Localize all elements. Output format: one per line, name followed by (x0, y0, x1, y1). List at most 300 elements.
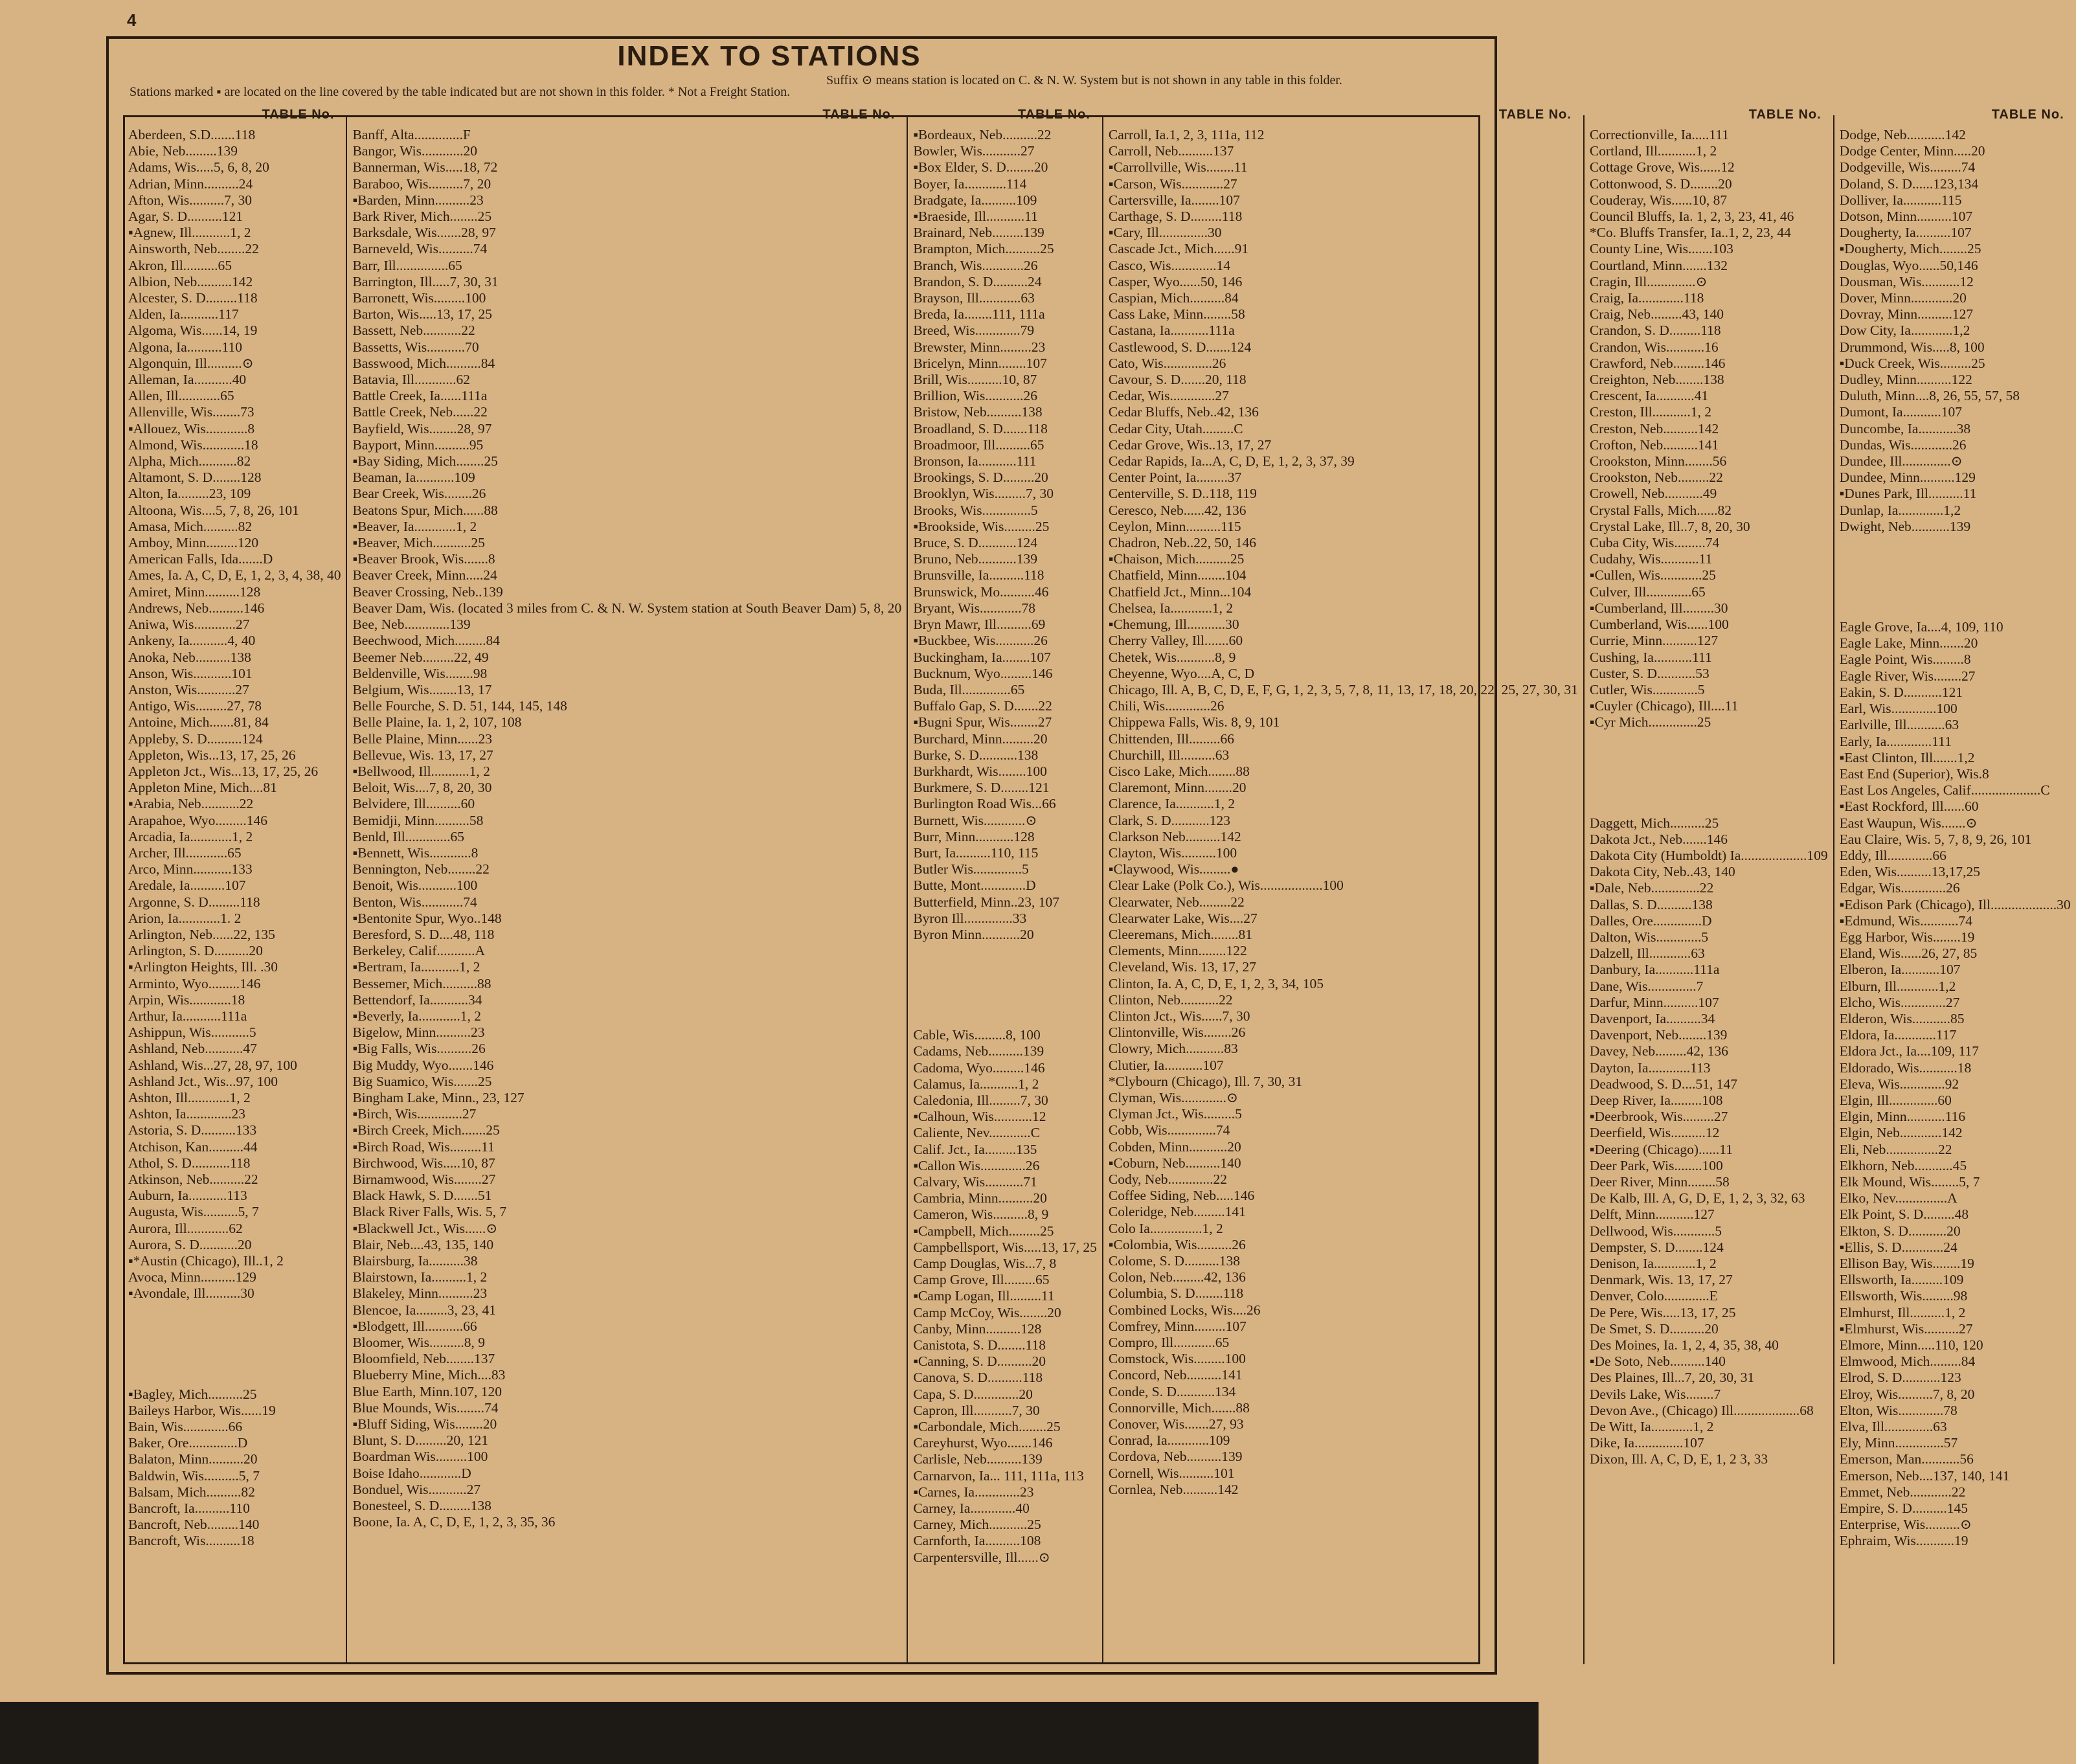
station-entry: Bancroft, Ia..........110 (128, 1500, 250, 1517)
station-entry: Eagle Grove, Ia....4, 109, 110 (1839, 619, 2003, 635)
station-entry: ▪Callon Wis.............26 (913, 1157, 1040, 1173)
station-entry: Davenport, Ia..........34 (1589, 1010, 1715, 1026)
station-entry: Ellsworth, Ia.........109 (1839, 1272, 1964, 1288)
station-entry: Dundee, Ill..............⊙ (1839, 453, 1963, 469)
station-entry: De Witt, Ia............1, 2 (1589, 1419, 1714, 1435)
station-entry: Chatfield Jct., Minn...104 (1108, 583, 1252, 600)
station-entry: Bancroft, Wis..........18 (128, 1533, 254, 1549)
station-entry: Balaton, Minn..........20 (128, 1451, 258, 1467)
station-entry: Comstock, Wis.........100 (1108, 1351, 1246, 1367)
station-entry: Clintonville, Wis........26 (1108, 1024, 1246, 1041)
station-entry: Brooklyn, Wis.........7, 30 (913, 486, 1054, 502)
station-entry: Bettendorf, Ia...........34 (352, 991, 482, 1008)
station-entry: Batavia, Ill............62 (352, 372, 470, 388)
station-entry: Bonduel, Wis...........27 (352, 1481, 481, 1497)
station-entry: Barrington, Ill.....7, 30, 31 (352, 273, 499, 289)
station-entry: Buffalo Gap, S. D.......22 (913, 698, 1052, 714)
station-entry: Atkinson, Neb..........22 (128, 1171, 258, 1187)
station-entry: Brooks, Wis..............5 (913, 502, 1038, 518)
station-entry: Dotson, Minn..........107 (1839, 209, 1973, 225)
station-entry: Chicago, Ill. A, B, C, D, E, F, G, 1, 2, 3, 5, 7, 8, 11, 13, 17, 18, 20, 22, 25, 27, 30, 31 (1108, 681, 1578, 697)
station-entry: Allenville, Wis........73 (128, 404, 254, 420)
station-entry: Brillion, Wis...........26 (913, 388, 1037, 404)
station-entry: Brookings, S. D.........20 (913, 469, 1048, 486)
station-entry: Enterprise, Wis..........⊙ (1839, 1517, 1972, 1533)
station-entry: Claremont, Minn........20 (1108, 780, 1247, 796)
station-entry: ▪Carbondale, Mich........25 (913, 1419, 1061, 1435)
station-entry: ▪Claywood, Wis.........● (1108, 861, 1239, 877)
station-entry: Arpin, Wis............18 (128, 991, 245, 1008)
station-entry: Conover, Wis.......27, 93 (1108, 1416, 1244, 1432)
station-entry: Creighton, Neb........138 (1589, 372, 1724, 388)
station-entry: Clowry, Mich...........83 (1108, 1041, 1238, 1057)
station-entry: Blue Earth, Minn.107, 120 (352, 1383, 502, 1399)
station-entry: ▪Canning, S. D..........20 (913, 1353, 1046, 1370)
station-entry: Culver, Ill.............65 (1589, 583, 1706, 600)
station-entry: Benoit, Wis...........100 (352, 877, 478, 894)
station-entry: Carnforth, Ia..........108 (913, 1533, 1041, 1549)
station-entry: *Clybourn (Chicago), Ill. 7, 30, 31 (1108, 1073, 1303, 1089)
station-entry: Crofton, Neb..........141 (1589, 436, 1719, 453)
station-entry: Camp Douglas, Wis...7, 8 (913, 1256, 1057, 1271)
station-entry: Colo Ia...............1, 2 (1108, 1220, 1223, 1236)
station-entry: Carpentersville, Ill......⊙ (913, 1549, 1050, 1565)
station-entry: ▪Cyr Mich..............25 (1589, 714, 1711, 730)
station-entry: Comfrey, Minn.........107 (1108, 1318, 1247, 1334)
station-entry: Cutler, Wis.............5 (1589, 681, 1705, 697)
station-entry: Creston, Ill...........1, 2 (1589, 404, 1711, 420)
station-entry: Belle Plaine, Ia. 1, 2, 107, 108 (352, 714, 522, 730)
station-entry: Centerville, S. D..118, 119 (1108, 486, 1257, 502)
station-entry: Beaver Dam, Wis. (located 3 miles from C. & N. W. System station at South Beaver Dam) 5, 8, 20 (352, 600, 902, 616)
column-header: TABLE No. (262, 107, 335, 122)
station-entry: Chippewa Falls, Wis. 8, 9, 101 (1108, 714, 1280, 730)
station-entry: Arminto, Wyo.........146 (128, 975, 261, 991)
station-entry: Almond, Wis............18 (128, 436, 258, 453)
station-entry: Beaver Crossing, Neb..139 (352, 583, 503, 600)
station-entry: Banff, Alta..............F (352, 127, 471, 142)
station-entry: Dumont, Ia...........107 (1839, 404, 1962, 420)
station-entry: Battle Creek, Ia......111a (352, 388, 488, 404)
station-entry: Big Suamico, Wis.......25 (352, 1073, 492, 1089)
station-entry: ▪Beaver, Mich...........25 (352, 535, 485, 551)
station-entry: ▪Box Elder, S. D........20 (913, 159, 1048, 175)
station-entry: Davenport, Neb........139 (1589, 1027, 1728, 1043)
station-entry: Early, Ia.............111 (1839, 733, 1952, 749)
station-entry: Altoona, Wis....5, 7, 8, 26, 101 (128, 502, 299, 518)
station-entry: Cornell, Wis..........101 (1108, 1465, 1235, 1481)
station-entry: Dodge, Neb...........142 (1839, 127, 1966, 142)
station-entry: Ashton, Ia.............23 (128, 1106, 245, 1122)
station-entry: Churchill, Ill..........63 (1108, 747, 1230, 763)
station-entry: Bloomer, Wis..........8, 9 (352, 1335, 485, 1351)
station-entry: ▪Big Falls, Wis..........26 (352, 1041, 486, 1057)
station-entry: Adrian, Minn..........24 (128, 175, 253, 192)
station-entry: ▪Colombia, Wis..........26 (1108, 1236, 1246, 1252)
station-entry: Elk Point, S. D.........48 (1839, 1206, 1969, 1223)
station-entry: Dudley, Minn..........122 (1839, 372, 1972, 388)
station-entry: Clinton, Neb...........22 (1108, 991, 1233, 1008)
station-entry: ▪De Soto, Neb..........140 (1589, 1353, 1726, 1370)
station-entry: Bryant, Wis............78 (913, 600, 1035, 616)
station-entry: Crandon, S. D.........118 (1589, 322, 1721, 339)
station-entry: ▪Deering (Chicago)......11 (1589, 1141, 1733, 1157)
station-entry: Barksdale, Wis.......28, 97 (352, 225, 496, 241)
station-entry: Castana, Ia...........111a (1108, 322, 1235, 339)
station-entry: Dougherty, Ia..........107 (1839, 225, 1972, 241)
station-entry: Birnamwood, Wis........27 (352, 1171, 496, 1187)
station-entry: ▪Arabia, Neb...........22 (128, 796, 254, 812)
station-list (1590, 127, 1828, 1468)
station-entry: Bruno, Neb...........139 (913, 551, 1038, 567)
station-entry: Elrod, S. D...........123 (1839, 1370, 1961, 1386)
station-entry: ▪Blackwell Jct., Wis......⊙ (352, 1220, 498, 1236)
station-entry: Bigelow, Minn..........23 (352, 1024, 485, 1041)
station-entry: Cordova, Neb..........139 (1108, 1449, 1243, 1465)
station-entry: Cedar City, Utah.........C (1108, 420, 1243, 436)
station-entry: Avoca, Minn..........129 (128, 1269, 256, 1285)
station-entry: Brunswick, Mo..........46 (913, 583, 1049, 600)
station-entry: East Waupun, Wis.......⊙ (1839, 815, 1978, 831)
station-entry: Dixon, Ill. A, C, D, E, 1, 2 3, 33 (1589, 1451, 1768, 1467)
station-entry: Cobb, Wis..............74 (1108, 1122, 1230, 1138)
station-entry: Cameron, Wis..........8, 9 (913, 1206, 1049, 1223)
station-entry: Caspian, Mich..........84 (1108, 290, 1239, 306)
station-entry: ▪Avondale, Ill..........30 (128, 1285, 254, 1302)
station-entry: Cadoma, Wyo.........146 (913, 1059, 1045, 1076)
station-entry: ▪Camp Logan, Ill.........11 (913, 1288, 1055, 1304)
station-entry: Broadland, S. D.......118 (913, 420, 1048, 436)
station-entry: Dunlap, Ia.............1,2 (1839, 502, 1961, 518)
station-entry: Camp McCoy, Wis........20 (913, 1304, 1061, 1320)
station-entry: Bowler, Wis...........27 (913, 143, 1035, 159)
station-entry: De Smet, S. D..........20 (1589, 1320, 1719, 1337)
station-entry: Elgin, Neb............142 (1839, 1125, 1963, 1141)
station-entry: Cushing, Ia...........111 (1589, 649, 1712, 665)
station-entry: Butler Wis..............5 (913, 861, 1029, 877)
station-entry: Clyman Jct., Wis.........5 (1108, 1106, 1242, 1122)
station-entry: Clearwater, Neb.........22 (1108, 894, 1245, 910)
station-entry: Blue Mounds, Wis........74 (352, 1399, 499, 1416)
station-entry: Crandon, Wis...........16 (1589, 339, 1719, 355)
station-entry: Dalzell, Ill............63 (1589, 945, 1705, 962)
station-entry: ▪Dunes Park, Ill..........11 (1839, 486, 1977, 502)
station-entry: Buda, Ill..............65 (913, 681, 1025, 697)
station-entry: Anson, Wis...........101 (128, 665, 253, 681)
station-entry: Dane, Wis..............7 (1589, 978, 1704, 994)
station-entry: Cleeremans, Mich........81 (1108, 926, 1253, 942)
station-entry: Cedar Rapids, Ia...A, C, D, E, 1, 2, 3, 37, 39 (1108, 453, 1355, 469)
station-entry: Eddy, Ill.............66 (1839, 847, 1946, 863)
station-entry: Eau Claire, Wis. 5, 7, 8, 9, 26, 101 (1839, 831, 2032, 847)
station-entry: Dakota Jct., Neb.......146 (1589, 831, 1728, 847)
station-entry: ▪Bagley, Mich..........25 (128, 1386, 257, 1402)
station-entry: Belvidere, Ill..........60 (352, 796, 475, 812)
station-entry: Elgin, Minn...........116 (1839, 1109, 1966, 1125)
station-entry: Beemer Neb.........22, 49 (352, 649, 489, 665)
station-entry: ▪Elmhurst, Wis..........27 (1839, 1320, 1973, 1337)
station-entry: Clarkson Neb..........142 (1108, 828, 1241, 844)
column-header: TABLE No. (1748, 107, 1822, 122)
station-list (128, 127, 341, 1550)
station-column-4 (1103, 107, 1585, 1664)
station-entry: Barton, Wis.....13, 17, 25 (352, 306, 492, 322)
station-entry: Couderay, Wis......10, 87 (1589, 192, 1728, 208)
station-entry: Cragin, Ill..............⊙ (1589, 273, 1708, 289)
station-entry: ▪Edmund, Wis...........74 (1839, 912, 1972, 929)
station-entry: Elberon, Ia...........107 (1839, 962, 1961, 978)
station-entry: Des Plaines, Ill...7, 20, 30, 31 (1589, 1370, 1755, 1386)
station-entry: Clyman, Wis.............⊙ (1108, 1089, 1239, 1105)
station-entry: Black Hawk, S. D.......51 (352, 1188, 492, 1204)
station-entry: Crescent, Ia...........41 (1589, 388, 1709, 404)
station-entry: Beechwood, Mich.........84 (352, 633, 500, 649)
station-entry: Ashland, Neb...........47 (128, 1041, 257, 1057)
station-entry: ▪Bertram, Ia...........1, 2 (352, 959, 480, 975)
station-entry: Crystal Lake, Ill..7, 8, 20, 30 (1589, 518, 1750, 534)
station-entry: ▪Beverly, Ia............1, 2 (352, 1008, 481, 1024)
station-entry: Blunt, S. D.........20, 121 (352, 1432, 489, 1449)
station-entry: Devils Lake, Wis........7 (1589, 1386, 1721, 1402)
station-entry: Crystal Falls, Mich......82 (1589, 502, 1732, 518)
station-column-3 (908, 107, 1103, 1664)
station-entry: Agar, S. D..........121 (128, 209, 243, 225)
station-entry: Ellsworth, Wis.........98 (1839, 1288, 1968, 1304)
station-entry: Castlewood, S. D.......124 (1108, 339, 1252, 355)
station-entry: Amasa, Mich..........82 (128, 518, 253, 534)
station-entry: Boyer, Ia............114 (913, 175, 1027, 192)
station-entry: Eli, Neb...............22 (1839, 1141, 1952, 1157)
station-entry: ▪Cullen, Wis............25 (1589, 567, 1716, 583)
station-entry: Cass Lake, Minn........58 (1108, 306, 1245, 322)
station-entry: ▪Beaver Brook, Wis.......8 (352, 551, 495, 567)
station-entry: Elko, Nev...............A (1839, 1190, 1958, 1206)
station-entry: Denver, Colo.............E (1589, 1288, 1718, 1304)
station-list (1840, 127, 2071, 1550)
station-entry: Bain, Wis.............66 (128, 1419, 243, 1435)
page-edge-shadow (0, 1702, 1539, 1764)
station-column-1 (123, 107, 347, 1664)
station-entry: Craig, Neb.........43, 140 (1589, 306, 1724, 322)
station-entry: ▪Blodgett, Ill...........66 (352, 1318, 477, 1334)
station-entry: Council Bluffs, Ia. 1, 2, 3, 23, 41, 46 (1589, 209, 1794, 225)
station-entry: Blairstown, Ia..........1, 2 (352, 1269, 488, 1285)
station-entry: Calvary, Wis...........71 (913, 1173, 1037, 1190)
station-entry: Emerson, Man...........56 (1839, 1451, 1974, 1467)
station-entry: Abie, Neb.........139 (128, 143, 238, 159)
station-entry: Arco, Minn...........133 (128, 861, 253, 877)
station-entry: Cheyenne, Wyo....A, C, D (1108, 665, 1255, 681)
station-entry: Devon Ave., (Chicago) Ill...................68 (1589, 1402, 1814, 1418)
station-entry: Athol, S. D...........118 (128, 1155, 251, 1171)
station-entry: ▪Cumberland, Ill.........30 (1589, 600, 1728, 616)
station-entry: Astoria, S. D..........133 (128, 1122, 257, 1138)
column-header: TABLE No. (1991, 107, 2064, 122)
station-entry: Cadams, Neb..........139 (913, 1043, 1044, 1059)
station-entry: Ames, Ia. A, C, D, E, 1, 2, 3, 4, 38, 40 (128, 567, 341, 583)
station-entry: Ashland Jct., Wis...97, 100 (128, 1073, 278, 1089)
station-entry: Elgin, Ill..............60 (1839, 1092, 1952, 1108)
station-entry: Dovray, Minn..........127 (1839, 306, 1974, 322)
station-entry: Douglas, Wyo......50,146 (1839, 257, 1978, 273)
station-entry: ▪Barden, Minn..........23 (352, 192, 484, 208)
station-entry: Alpha, Mich...........82 (128, 453, 251, 469)
station-entry: Buckingham, Ia........107 (913, 649, 1051, 665)
station-entry: Belgium, Wis........13, 17 (352, 681, 492, 697)
station-entry: Bancroft, Neb.........140 (128, 1517, 260, 1533)
station-entry: Carnarvon, Ia... 111, 111a, 113 (913, 1467, 1084, 1484)
station-entry: Ashland, Wis...27, 28, 97, 100 (128, 1057, 297, 1073)
station-entry: Bassett, Neb...........22 (352, 322, 475, 339)
station-entry: Ainsworth, Neb........22 (128, 241, 259, 257)
station-entry: Battle Creek, Neb......22 (352, 404, 488, 420)
station-entry: Boardman Wis.........100 (352, 1449, 488, 1465)
station-entry: Bannerman, Wis.....18, 72 (352, 159, 498, 175)
station-list (1109, 127, 1578, 1498)
station-entry: Crowell, Neb...........49 (1589, 486, 1717, 502)
station-entry: County Line, Wis.......103 (1589, 241, 1733, 257)
station-entry: Dempster, S. D........124 (1589, 1239, 1724, 1255)
station-entry: Aurora, Ill............62 (128, 1220, 243, 1236)
station-entry: Anston, Wis...........27 (128, 681, 249, 697)
station-entry: ▪Deerbrook, Wis.........27 (1589, 1109, 1728, 1125)
station-entry: Bradgate, Ia..........109 (913, 192, 1037, 208)
station-entry: Correctionville, Ia.....111 (1589, 127, 1729, 142)
station-entry: Argonne, S. D.........118 (128, 894, 260, 910)
station-entry: ▪Duck Creek, Wis.........25 (1839, 355, 1985, 371)
station-entry: Cisco Lake, Mich........88 (1108, 763, 1250, 779)
station-entry: Baldwin, Wis..........5, 7 (128, 1467, 260, 1484)
station-entry: Eagle Lake, Minn.......20 (1839, 635, 1978, 651)
station-entry: Algona, Ia..........110 (128, 339, 242, 355)
station-entry: Denison, Ia............1, 2 (1589, 1256, 1717, 1271)
station-entry: Elmhurst, Ill..........1, 2 (1839, 1304, 1966, 1320)
station-entry: Carney, Mich...........25 (913, 1517, 1041, 1533)
station-entry: Burr, Minn...........128 (913, 828, 1035, 844)
station-entry: Earlville, Ill...........63 (1839, 717, 1959, 733)
column-header: TABLE No. (1498, 107, 1572, 122)
station-entry: Canova, S. D..........118 (913, 1370, 1043, 1386)
station-entry: Dakota City (Humboldt) Ia...................109 (1589, 847, 1828, 863)
station-entry: Belle Plaine, Minn......23 (352, 730, 493, 747)
station-entry: Afton, Wis..........7, 30 (128, 192, 253, 208)
station-entry: ▪Dale, Neb..............22 (1589, 880, 1714, 896)
station-entry: Chittenden, Ill.........66 (1108, 730, 1234, 747)
station-entry: Cobden, Minn...........20 (1108, 1138, 1241, 1155)
station-entry: Emerson, Neb....137, 140, 141 (1839, 1467, 2010, 1484)
station-entry: Dodgeville, Wis.........74 (1839, 159, 1976, 175)
station-entry: Brunsville, Ia..........118 (913, 567, 1044, 583)
station-column-6 (1834, 107, 2076, 1664)
station-entry: Bessemer, Mich..........88 (352, 975, 491, 991)
station-entry: ▪Birch, Wis.............27 (352, 1106, 477, 1122)
station-column-5 (1585, 107, 1834, 1664)
station-entry: Burkmere, S. D........121 (913, 780, 1050, 796)
station-entry: Dover, Minn............20 (1839, 290, 1967, 306)
station-entry: Boone, Ia. A, C, D, E, 1, 2, 3, 35, 36 (352, 1514, 556, 1530)
station-entry: ▪East Clinton, Ill.......1,2 (1839, 749, 1975, 765)
station-entry: ▪Dougherty, Mich........25 (1839, 241, 1981, 257)
section-gap (1590, 731, 1828, 815)
station-entry: Camp Grove, Ill.........65 (913, 1272, 1050, 1288)
station-entry: Albion, Neb..........142 (128, 273, 253, 289)
station-entry: Deer Park, Wis........100 (1589, 1157, 1723, 1173)
station-entry: Aniwa, Wis............27 (128, 616, 250, 633)
station-entry: Amiret, Minn..........128 (128, 583, 261, 600)
station-entry: Canistota, S. D........118 (913, 1337, 1046, 1353)
station-entry: Eldora, Ia............117 (1839, 1027, 1957, 1043)
station-entry: Cortland, Ill...........1, 2 (1589, 143, 1717, 159)
station-entry: Danbury, Ia...........111a (1589, 962, 1720, 978)
station-entry: Cottonwood, S. D........20 (1589, 175, 1732, 192)
station-entry: Elcho, Wis.............27 (1839, 994, 1960, 1010)
station-entry: Canby, Minn..........128 (913, 1320, 1042, 1337)
station-entry: Arlington, S. D..........20 (128, 943, 263, 959)
station-entry: Crookston, Neb.........22 (1589, 469, 1723, 486)
station-entry: Clinton Jct., Wis......7, 30 (1108, 1008, 1250, 1024)
station-entry: Ceresco, Neb......42, 136 (1108, 502, 1247, 518)
station-entry: Beatons Spur, Mich......88 (352, 502, 498, 518)
station-entry: ▪Allouez, Wis............8 (128, 420, 255, 436)
section-gap (1840, 535, 2071, 619)
station-entry: Eakin, S. D...........121 (1839, 684, 1963, 700)
station-entry: Cuba City, Wis.........74 (1589, 535, 1720, 551)
station-entry: Belle Fourche, S. D. 51, 144, 145, 148 (352, 698, 567, 714)
station-entry: Dellwood, Wis............5 (1589, 1223, 1722, 1239)
station-entry: Clayton, Wis..........100 (1108, 844, 1237, 861)
station-entry: ▪Agnew, Ill...........1, 2 (128, 225, 251, 241)
station-entry: Baraboo, Wis..........7, 20 (352, 175, 491, 192)
station-entry: Dundas, Wis............26 (1839, 436, 1967, 453)
station-entry: Bricelyn, Minn........107 (913, 355, 1047, 371)
station-entry: Brandon, S. D..........24 (913, 273, 1042, 289)
station-entry: Carthage, S. D.........118 (1108, 209, 1243, 225)
station-entry: ▪East Rockford, Ill......60 (1839, 798, 1979, 815)
station-entry: Cedar, Wis.............27 (1108, 388, 1229, 404)
station-entry: Algonquin, Ill..........⊙ (128, 355, 254, 371)
station-entry: Dodge Center, Minn.....20 (1839, 143, 1985, 159)
station-entry: Conrad, Ia............109 (1108, 1432, 1230, 1449)
station-entry: Dakota City, Neb..43, 140 (1589, 864, 1735, 880)
station-entry: Altamont, S. D........128 (128, 469, 262, 486)
station-entry: Barneveld, Wis..........74 (352, 241, 488, 257)
station-entry: ▪Chaison, Mich..........25 (1108, 551, 1245, 567)
station-entry: Des Moines, Ia. 1, 2, 4, 35, 38, 40 (1589, 1337, 1779, 1353)
station-entry: Ephraim, Wis...........19 (1839, 1533, 1969, 1549)
station-entry: Bassetts, Wis...........70 (352, 339, 479, 355)
station-entry: Burnett, Wis............⊙ (913, 812, 1037, 828)
station-entry: ▪Coburn, Neb..........140 (1108, 1155, 1241, 1171)
station-entry: ▪Campbell, Mich.........25 (913, 1223, 1054, 1239)
station-entry: Alden, Ia...........117 (128, 306, 239, 322)
station-entry: Dundee, Minn..........129 (1839, 469, 1976, 486)
station-entry: Bear Creek, Wis........26 (352, 486, 486, 502)
station-entry: Bucknum, Wyo.........146 (913, 665, 1053, 681)
station-entry: Elkton, S. D...........20 (1839, 1223, 1961, 1239)
station-entry: Daggett, Mich..........25 (1589, 815, 1719, 831)
station-entry: Cody, Neb.............22 (1108, 1171, 1228, 1187)
station-entry: Casper, Wyo......50, 146 (1108, 273, 1243, 289)
station-entry: Alleman, Ia...........40 (128, 372, 247, 388)
station-entry: ▪*Austin (Chicago), Ill..1, 2 (128, 1253, 284, 1269)
column-header: TABLE No. (822, 107, 896, 122)
station-entry: Berkeley, Calif...........A (352, 943, 486, 959)
station-entry: Bee, Neb.............139 (352, 616, 471, 633)
station-entry: Chatfield, Minn........104 (1108, 567, 1247, 583)
station-entry: Carroll, Neb..........137 (1108, 143, 1234, 159)
station-entry: Caledonia, Ill.........7, 30 (913, 1092, 1048, 1108)
station-entry: Baileys Harbor, Wis......19 (128, 1402, 276, 1418)
